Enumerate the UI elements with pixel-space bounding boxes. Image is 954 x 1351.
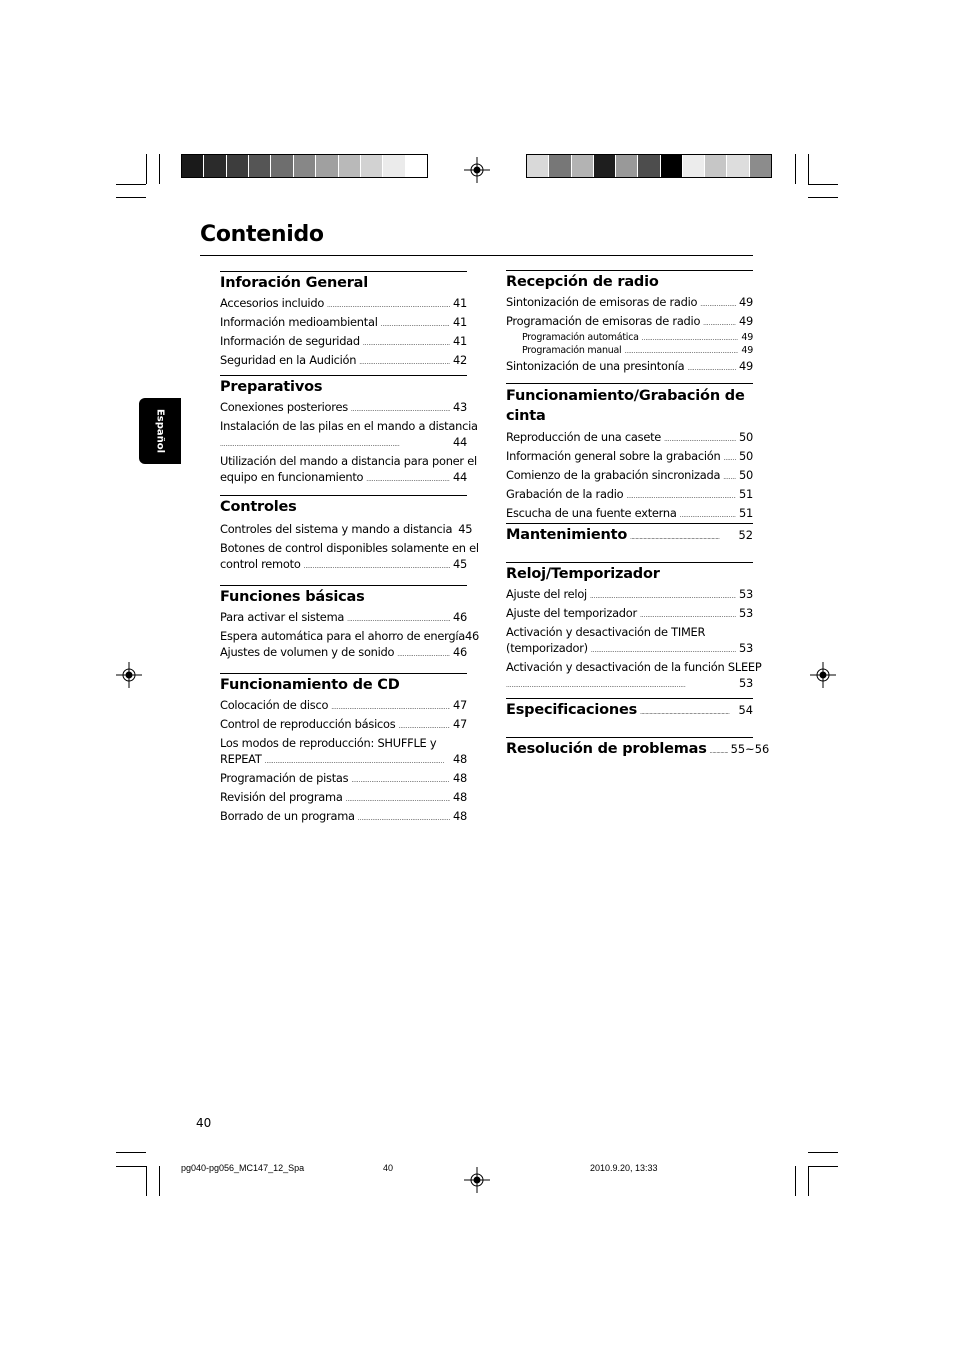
- color-swatch: [204, 155, 226, 177]
- toc-entry[interactable]: Activación y desactivación de la función SLEEP . . . 53: [506, 659, 753, 694]
- color-swatch: [549, 155, 571, 177]
- toc-entry[interactable]: Revisión del programa . . . 48: [220, 789, 467, 808]
- color-swatch: [227, 155, 249, 177]
- color-swatch: [572, 155, 594, 177]
- toc-section[interactable]: [506, 523, 753, 544]
- toc-section: [506, 562, 762, 694]
- footer-page: 40: [383, 1163, 394, 1173]
- toc-entry[interactable]: Ajuste del reloj . . . 53: [506, 586, 753, 605]
- toc-entry[interactable]: Los modos de reproducción: SHUFFLE y REPEAT . . . 48: [220, 735, 467, 770]
- section-heading: Inforación General: [220, 275, 369, 291]
- color-swatch: [249, 155, 271, 177]
- toc-section[interactable]: [506, 698, 753, 719]
- section-heading: Resolución de problemas: [506, 741, 707, 757]
- toc-entry[interactable]: Utilización del mando a distancia para poner el equipo en funcionamiento . . . 44: [220, 453, 467, 488]
- toc-entry[interactable]: Accesorios incluido . . . 41: [220, 295, 467, 314]
- toc-entry[interactable]: Comienzo de la grabación sincronizada . . . 50: [506, 467, 753, 486]
- section-heading: Funciones básicas: [220, 589, 365, 605]
- toc-subentry[interactable]: Programación automática . . . 49: [506, 332, 753, 345]
- toc-entry[interactable]: Controles del sistema y mando a distancia 45: [220, 522, 473, 536]
- section-page: 55~56: [730, 742, 770, 756]
- section-page: 54: [738, 703, 753, 717]
- toc-entry[interactable]: Programación de emisoras de radio . . . 49: [506, 313, 753, 332]
- toc-entry[interactable]: Instalación de las pilas en el mando a distancia . . . 44: [220, 418, 467, 453]
- section-heading: Recepción de radio: [506, 274, 659, 290]
- page-title: Contenido: [200, 222, 324, 247]
- toc-entry[interactable]: Control de reproducción básicos . . . 47: [220, 716, 467, 735]
- toc-section: [220, 271, 467, 371]
- color-swatch: [683, 155, 705, 177]
- color-swatch: [638, 155, 660, 177]
- toc-entry[interactable]: Ajustes de volumen y de sonido . . . 46: [220, 644, 467, 663]
- color-bar-right: [526, 154, 772, 178]
- toc-entry[interactable]: Botones de control disponibles solamente en el control remoto . . . 45: [220, 540, 467, 575]
- color-bar-left: [181, 154, 428, 178]
- toc-section: [506, 270, 753, 377]
- toc-entry[interactable]: Seguridad en la Audición . . . 42: [220, 352, 467, 371]
- color-swatch: [661, 155, 683, 177]
- toc-entry[interactable]: Programación de pistas . . . 48: [220, 770, 467, 789]
- color-swatch: [271, 155, 293, 177]
- language-tab-label: Español: [154, 408, 166, 454]
- toc-entry[interactable]: Espera automática para el ahorro de energía 46: [220, 629, 480, 643]
- toc-subentry[interactable]: Programación manual . . . 49: [506, 345, 753, 358]
- color-swatch: [294, 155, 316, 177]
- color-swatch: [316, 155, 338, 177]
- toc-entry[interactable]: Grabación de la radio . . . 51: [506, 486, 753, 505]
- color-swatch: [750, 155, 771, 177]
- toc-entry[interactable]: Colocación de disco . . . 47: [220, 697, 467, 716]
- toc-entry[interactable]: Escucha de una fuente externa . . . 51: [506, 505, 753, 524]
- footer-datetime: 2010.9.20, 13:33: [590, 1163, 658, 1173]
- footer-file: pg040-pg056_MC147_12_Spa: [181, 1163, 305, 1173]
- toc-entry[interactable]: Información general sobre la grabación . . . 50: [506, 448, 753, 467]
- section-heading: Reloj/Temporizador: [506, 566, 660, 582]
- registration-mark-icon: [810, 662, 836, 688]
- toc-entry[interactable]: Ajuste del temporizador . . . 53: [506, 605, 753, 624]
- toc-section[interactable]: [506, 737, 770, 758]
- registration-mark-icon: [116, 662, 142, 688]
- color-swatch: [727, 155, 749, 177]
- toc-entry[interactable]: Conexiones posteriores . . . 43: [220, 399, 467, 418]
- color-swatch: [594, 155, 616, 177]
- toc-section: [220, 495, 479, 575]
- toc-section: [220, 585, 480, 663]
- section-heading: Funcionamiento de CD: [220, 677, 400, 693]
- color-swatch: [339, 155, 361, 177]
- toc-section: [506, 383, 753, 524]
- toc-entry[interactable]: Para activar el sistema . . . 46: [220, 609, 467, 628]
- color-swatch: [361, 155, 383, 177]
- toc-entry[interactable]: Sintonización de emisoras de radio . . . 49: [506, 294, 753, 313]
- toc-entry[interactable]: Borrado de un programa . . . 48: [220, 808, 467, 827]
- color-swatch: [616, 155, 638, 177]
- toc-section: [220, 375, 478, 488]
- color-swatch: [527, 155, 549, 177]
- language-tab: [139, 398, 181, 464]
- color-swatch: [383, 155, 405, 177]
- toc-entry[interactable]: Sintonización de una presintonía . . . 49: [506, 358, 753, 377]
- registration-mark-icon: [464, 157, 490, 183]
- toc-entry[interactable]: Información de seguridad . . . 41: [220, 333, 467, 352]
- section-heading: Preparativos: [220, 379, 323, 395]
- section-heading: Mantenimiento: [506, 527, 628, 543]
- toc-entry[interactable]: Activación y desactivación de TIMER (temporizador) . . . 53: [506, 624, 753, 659]
- section-heading: Especificaciones: [506, 702, 638, 718]
- toc-entry[interactable]: Reproducción de una casete . . . 50: [506, 429, 753, 448]
- section-heading: Controles: [220, 499, 297, 515]
- toc-section: [220, 673, 467, 827]
- page-number: 40: [196, 1116, 212, 1130]
- color-swatch: [406, 155, 427, 177]
- color-swatch: [705, 155, 727, 177]
- title-rule: [200, 255, 753, 256]
- toc-entry[interactable]: Información medioambiental . . . 41: [220, 314, 467, 333]
- section-heading: Funcionamiento/Grabación de cinta: [506, 388, 745, 424]
- section-page: 52: [738, 528, 753, 542]
- registration-mark-icon: [464, 1167, 490, 1193]
- color-swatch: [182, 155, 204, 177]
